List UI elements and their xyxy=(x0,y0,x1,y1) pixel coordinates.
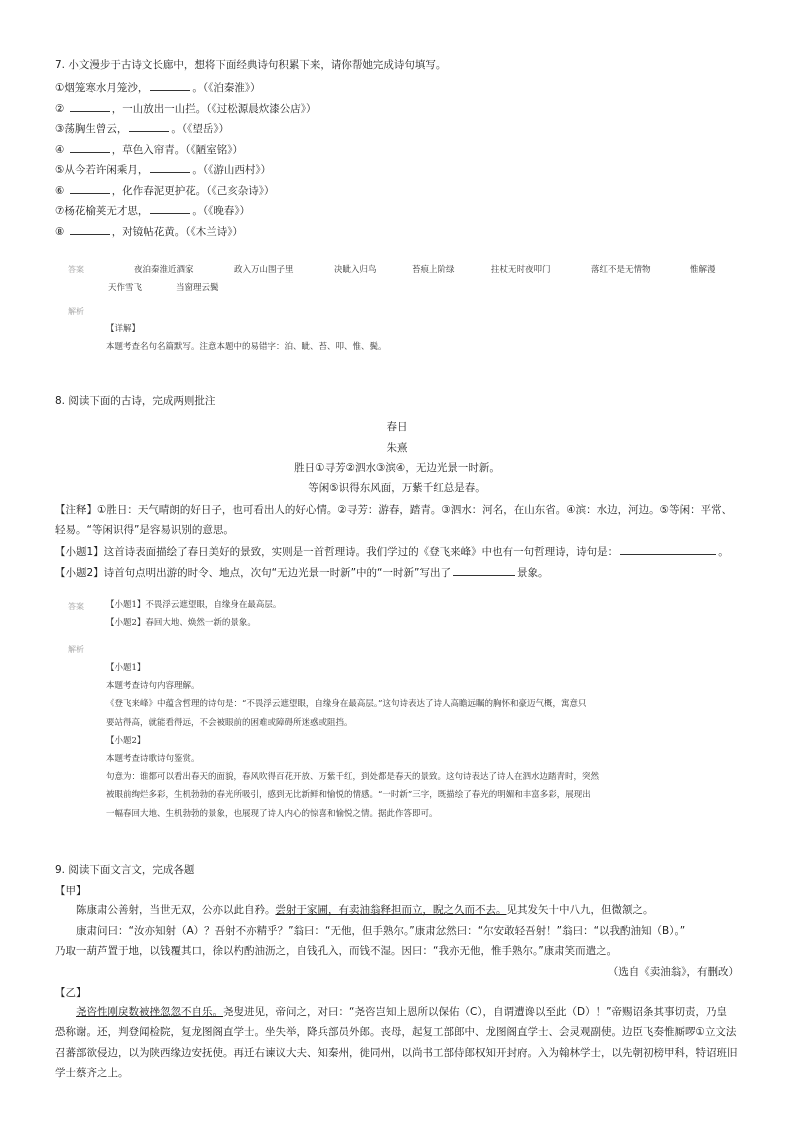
q7-item-pre: ⑥ xyxy=(55,184,68,197)
q8-subquestion-1 xyxy=(55,544,729,559)
q7-item-blank[interactable] xyxy=(70,101,110,112)
q9-source: （选自《卖油翁》，有删改） xyxy=(607,966,739,978)
q9-yi-underlined: 尧咨性刚戾数被挫忽忽不自乐。 xyxy=(76,1006,223,1018)
q7-item-post: ，对镜帖花黄。（《木兰诗》） xyxy=(111,225,244,238)
q9-jia-p1-underlined: 尝射于家圃，有卖油翁释担而立，睨之久而不去。 xyxy=(275,904,507,916)
q8-note-line-2: 轻易。“等闲识得”是容易识别的意思。 xyxy=(55,524,234,536)
q7-item-post: ，化作春泥更护花。（《己亥杂诗》） xyxy=(111,184,275,197)
q7-item xyxy=(55,224,243,239)
q7-item-pre: ⑦杨花榆荚无才思， xyxy=(55,205,149,217)
q8-answer-label: 答案 xyxy=(68,602,84,611)
q7-item xyxy=(55,121,229,136)
q8-sub1-blank[interactable] xyxy=(620,544,716,555)
q8-note-line-1: 【注释】①胜日：天气晴朗的好日子，也可看出人的好心情。②寻芳：游春，踏青。③泗水：河名，在山东省。④滨：水边，河边。⑤等闲：平常、 xyxy=(55,504,733,516)
q9-yi-label: 【乙】 xyxy=(55,987,87,999)
poem-line-1: 胜日①寻芳②泗水③滨④，无边光景一时新。 xyxy=(294,462,500,474)
q9-yi-line3: 召蕃部欲侵边，以为陕西缘边安抚使。再迁右谏议大夫、知秦州，徙同州，以尚书工部侍郎权知开封府。入为翰林学士，以先朝初榜甲科，特诏班旧 xyxy=(55,1047,738,1059)
q7-answer-label: 答案 xyxy=(68,265,84,274)
q8-sub1-text: 【小题1】这首诗表面描绘了春日美好的景致，实则是一首哲理诗。我们学过的《登飞来峰》中也有一句哲理诗，诗句是： xyxy=(55,546,619,558)
q8-answer-2: 【小题2】春回大地、焕然一新的景象。 xyxy=(106,618,256,628)
q9-title: 9. 阅读下面文言文，完成各题 xyxy=(55,864,195,876)
poem-title: 春日 xyxy=(386,421,408,433)
q7-item xyxy=(55,203,250,218)
q8-analysis-line: 本题考查诗歌诗句鉴赏。 xyxy=(106,754,200,764)
q8-analysis-line: 一幅春回大地、生机勃勃的景象，也展现了诗人内心的惊喜和愉悦之情。据此作答即可。 xyxy=(106,808,438,819)
q7-item-blank[interactable] xyxy=(70,142,110,153)
q7-analysis-label: 解析 xyxy=(68,307,84,316)
q7-item-post: 。（《晚春》） xyxy=(192,205,251,217)
q7-item-post: ，一山放出一山拦。（《过松源晨炊漆公店》） xyxy=(111,102,317,115)
q9-yi-line4: 学士蔡齐之上。 xyxy=(55,1067,129,1079)
q9-jia-p1-b: 见其发矢十中八九，但微颔之。 xyxy=(506,904,654,916)
q8-analysis-line: 被眼前绚烂多彩，生机勃勃的春光所吸引，感到无比新鲜和愉悦的情感。“一时新”三字，既描绘了春光的明媚和丰富多彩，展现出 xyxy=(106,790,591,801)
q7-answer-item: 天作雪飞 xyxy=(108,283,143,293)
q7-answer-item: 惟解漫 xyxy=(690,265,716,275)
q8-analysis-line: 【小题1】 xyxy=(106,663,146,673)
q8-analysis-line: 要站得高，就能看得远，不会被眼前的困难或障碍所迷惑或阻挡。 xyxy=(106,717,353,728)
q7-item xyxy=(55,101,317,116)
q7-item xyxy=(55,162,271,177)
q8-sub1-end: 。 xyxy=(718,546,729,558)
q8-sub2-blank[interactable] xyxy=(453,565,515,576)
q7-title: 7. 小文漫步于古诗文长廊中，想将下面经典诗句积累下来，请你帮她完成诗句填写。 xyxy=(55,59,447,71)
q8-answer-1: 【小题1】不畏浮云遮望眼，自缘身在最高层。 xyxy=(106,600,282,610)
q7-answer-item: 苔痕上阶绿 xyxy=(412,265,455,275)
q7-answer-item: 政入万山围子里 xyxy=(234,265,294,275)
q9-yi-line1 xyxy=(55,1002,745,1022)
q8-analysis-line: 《登飞来峰》中蕴含哲理的诗句是：“不畏浮云遮望眼，自缘身在最高层。”这句诗表达了诗人高瞻远瞩的胸怀和豪迈气概，寓意只 xyxy=(106,699,587,710)
q7-item xyxy=(55,80,261,95)
q7-item-post: 。（《泊秦淮》） xyxy=(192,82,261,94)
q8-sub2-pre: 【小题2】诗首句点明出游的时令、地点，次句“无边光景一时新”中的“一时新”写出了 xyxy=(55,567,451,579)
q8-analysis-line: 【小题2】 xyxy=(106,735,146,746)
q7-answer-item: 夜泊秦淮近酒家 xyxy=(134,265,194,275)
poem-line-2: 等闲⑤识得东风面，万紫千红总是春。 xyxy=(308,482,486,494)
poem-author: 朱熹 xyxy=(386,442,408,454)
q7-item-post: 。（《望岳》） xyxy=(171,123,230,135)
q8-subquestion-2 xyxy=(55,565,548,580)
q7-answer-item: 当窗理云鬓 xyxy=(176,283,219,293)
q8-title: 8. 阅读下面的古诗，完成两则批注 xyxy=(55,395,216,407)
q7-item-pre: ⑧ xyxy=(55,225,68,238)
q7-item xyxy=(55,142,243,157)
q7-answer-item: 落红不是无情物 xyxy=(591,265,651,275)
q7-detail-text: 本题考查名句名篇默写。注意本题中的易错字：泊、眦、苔、叩、惟、鬓。 xyxy=(106,342,387,352)
q9-jia-label: 【甲】 xyxy=(55,885,87,897)
q7-item-pre: ⑤从今若许闲乘月， xyxy=(55,164,149,176)
q7-item-post: ，草色入帘青。（《陋室铭》） xyxy=(111,143,244,156)
q8-analysis-label: 解析 xyxy=(68,645,84,654)
q7-item-pre: ③荡胸生曾云， xyxy=(55,123,128,135)
q7-item-pre: ①烟笼寒水月笼沙， xyxy=(55,82,149,94)
q9-jia-p2-line2: 乃取一葫芦置于地，以钱覆其口，徐以杓酌油沥之，自钱孔入，而钱不湿。因曰：“我亦无他，惟手熟尔。”康肃笑而遣之。 xyxy=(55,945,618,957)
q8-analysis-line: 句意为：谁都可以看出春天的面貌，春风吹得百花开放、万紫千红，到处都是春天的景致。这句诗表达了诗人在泗水边踏青时，突然 xyxy=(106,772,600,783)
q9-jia-paragraph-1 xyxy=(55,900,745,920)
q7-item-blank[interactable] xyxy=(150,203,190,214)
q7-answer-item: 拄杖无时夜叩门 xyxy=(491,265,551,275)
q7-item-pre: ④ xyxy=(55,143,68,156)
q9-jia-p2-line1: 康肃问曰：“汝亦知射（A）？吾射不亦精乎？”翁曰：“无他，但手熟尔。”康肃忿然曰：“尔安敢轻吾射！”翁曰：“以我酌油知（B）。” xyxy=(76,925,686,937)
q7-item-blank[interactable] xyxy=(129,121,169,132)
q8-analysis-line: 本题考查诗句内容理解。 xyxy=(106,681,200,692)
q9-jia-p1-a: 陈康肃公善射，当世无双，公亦以此自矜。 xyxy=(76,904,276,916)
q7-item-pre: ② xyxy=(55,102,68,115)
q9-yi-line1-rest: 尧叟进见，帝问之，对曰：“尧咨岂知上恩所以保佑（C），自谓遭谗以至此（D）！”帝赐诏条其事切责，乃皇 xyxy=(223,1006,728,1018)
q7-answer-item: 决眦入归鸟 xyxy=(334,265,377,275)
q7-item-post: 。（《游山西村》） xyxy=(192,164,272,176)
q7-item-blank[interactable] xyxy=(70,183,110,194)
q7-detail-tag: 【详解】 xyxy=(106,324,141,334)
q7-item xyxy=(55,183,275,198)
q7-item-blank[interactable] xyxy=(150,80,190,91)
q9-yi-line2: 恐称谢。还，判登闻检院，复龙图阁直学士。坐失举，降兵部员外郎。丧母，起复工部郎中、龙图阁直学士、会灵观副使。边臣飞奏惟厮啰①立文法 xyxy=(55,1026,737,1038)
q7-item-blank[interactable] xyxy=(150,162,190,173)
q8-sub2-post: 景象。 xyxy=(516,567,549,579)
q7-item-blank[interactable] xyxy=(70,224,110,235)
